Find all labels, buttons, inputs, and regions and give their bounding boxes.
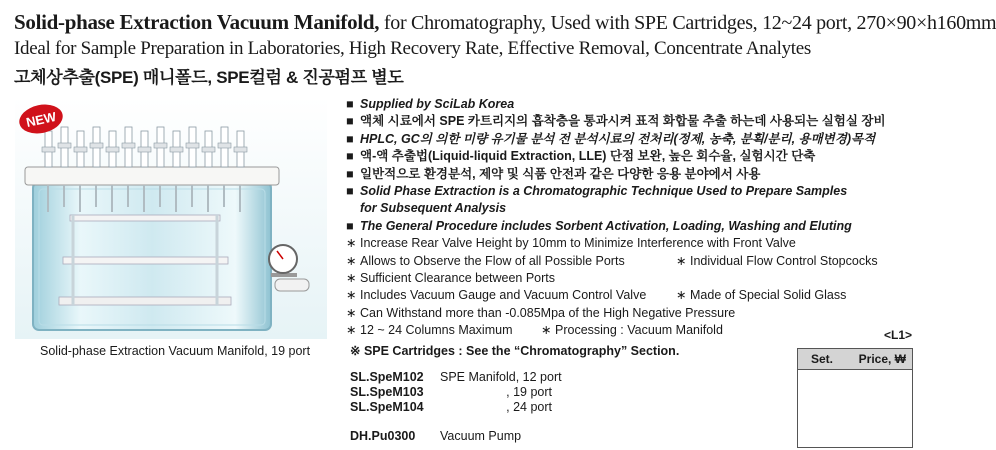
product-photo (15, 97, 327, 339)
feature-bold-item: ■ The General Procedure includes Sorbent Activation, Loading, Washing and Eluting (346, 218, 852, 233)
spec-item: ∗ Allows to Observe the Flow of all Possible Ports ∗ Individual Flow Control Stopcocks (346, 253, 878, 268)
column-price: Price, ₩ (858, 352, 906, 366)
badge-text: NEW (24, 108, 58, 130)
catalog-list (350, 370, 562, 444)
feature-bold-item: ■ 액-액 추출법(Liquid-liquid Extraction, LLE) 단점 보완, 높은 회수율, 실험시간 단축 (346, 149, 816, 164)
cartridge-note: ※ SPE Cartridges : See the “Chromatography” Section. (350, 344, 680, 358)
feature-bold-item: ■ 액체 시료에서 SPE 카트리지의 흡착층을 통과시켜 표적 화합물 추출 하는데 사용되는 실험실 장비 (346, 114, 886, 129)
spec-item: ∗ Includes Vacuum Gauge and Vacuum Control Valve ∗ Made of Special Solid Glass (346, 288, 847, 303)
column-set: Set. (811, 352, 834, 366)
spec-item: ∗ Can Withstand more than -0.085Mpa of the High Negative Pressure (346, 305, 736, 320)
catalog-row: SL.SpeM103 , 19 port (350, 385, 552, 399)
product-subtitle: Ideal for Sample Preparation in Laboratories, High Recovery Rate, Effective Removal, Concentrate Analytes (14, 38, 812, 59)
price-level-label: <L1> (884, 328, 913, 342)
feature-bold-item: ■ Solid Phase Extraction is a Chromatographic Technique Used to Prepare Samples (346, 183, 848, 198)
catalog-row: SL.SpeM102 SPE Manifold, 12 port (350, 370, 562, 384)
feature-bold-item: ■ HPLC, GC의 의한 미량 유기물 분석 전 분석시료의 전처리(정제, 농축, 분획/분리, 용매변경)목적 (346, 131, 876, 146)
catalog-row: SL.SpeM104 , 24 port (350, 400, 552, 414)
spec-item: ∗ 12 ~ 24 Columns Maximum ∗ Processing : Vacuum Manifold (346, 323, 723, 338)
price-table (797, 348, 913, 448)
spec-item: ∗ Increase Rear Valve Height by 10mm to Minimize Interference with Front Valve (346, 236, 796, 251)
feature-bold-item: ■ Supplied by SciLab Korea (346, 97, 515, 111)
feature-bold-item-continued: for Subsequent Analysis (360, 201, 507, 216)
korean-title: 고체상추출(SPE) 매니폴드, SPE컬럼 & 진공펌프 별도 (14, 68, 404, 87)
product-title: Solid-phase Extraction Vacuum Manifold, for Chromatography, Used with SPE Cartridges, 12~24 port, 270×90×h160mm (14, 10, 996, 34)
catalog-row: DH.Pu0300 Vacuum Pump (350, 429, 522, 443)
feature-list (346, 96, 916, 339)
price-table-header (798, 349, 912, 370)
feature-bold-item: ■ 일반적으로 환경분석, 제약 및 식품 안전과 같은 다양한 응용 분야에서 사용 (346, 166, 761, 181)
photo-caption: Solid-phase Extraction Vacuum Manifold, 19 port (40, 344, 311, 358)
spec-item: ∗ Sufficient Clearance between Ports (346, 270, 556, 285)
